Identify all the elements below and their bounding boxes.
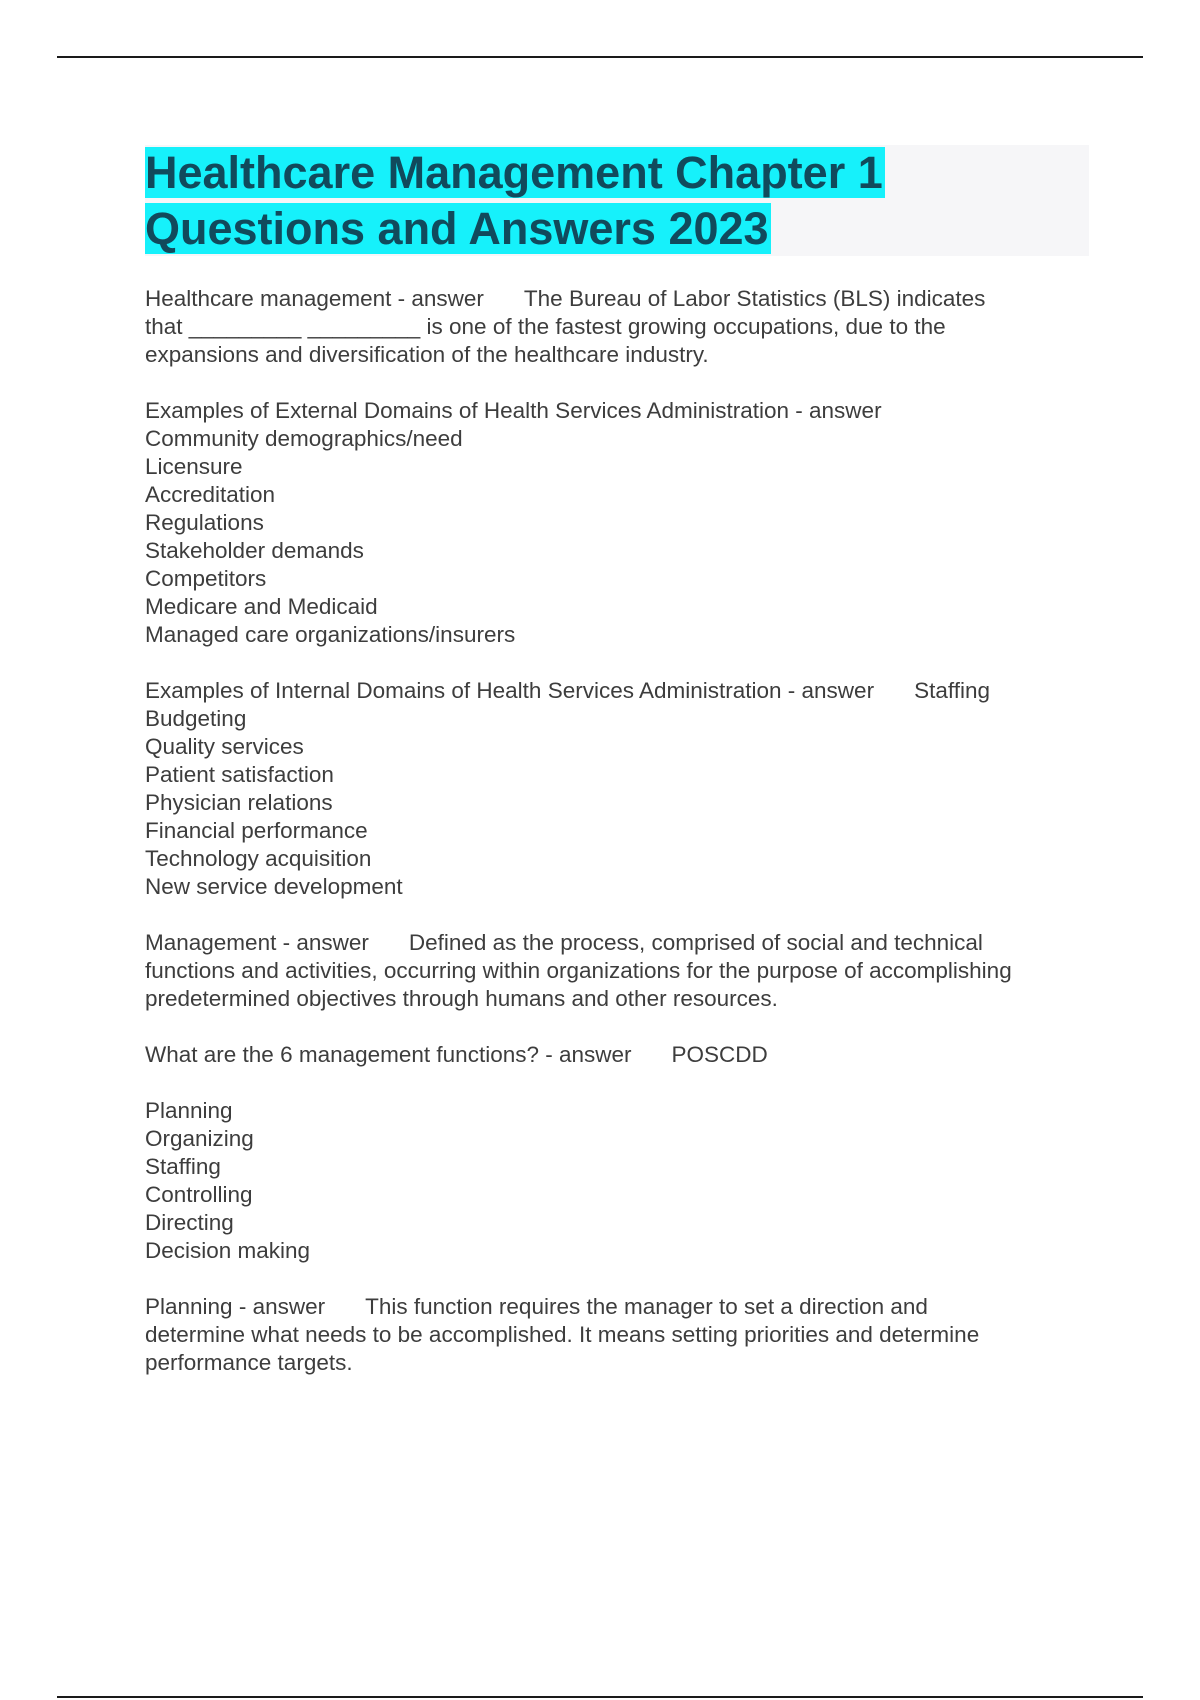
entry-line: Physician relations <box>145 790 333 815</box>
entry-first-line <box>145 677 1095 705</box>
header-rule <box>57 56 1143 58</box>
qa-entry <box>145 1293 1095 1377</box>
entry-line: performance targets. <box>145 1350 353 1375</box>
qa-entry-list <box>145 1097 1095 1265</box>
qa-entry <box>145 1041 1095 1069</box>
entry-term: What are the 6 management functions? - answer <box>145 1042 632 1067</box>
entry-line: Budgeting <box>145 706 247 731</box>
entry-line: Managed care organizations/insurers <box>145 622 516 647</box>
footer-rule <box>57 1696 1143 1698</box>
document-title <box>145 145 1089 257</box>
entry-line: predetermined objectives through humans and other resources. <box>145 986 778 1011</box>
entry-term: Healthcare management - answer <box>145 286 484 311</box>
entry-first-line <box>145 397 1095 425</box>
title-block <box>145 145 1089 256</box>
entry-term: Management - answer <box>145 930 369 955</box>
entry-line: Decision making <box>145 1238 311 1263</box>
entry-term: Examples of External Domains of Health Services Administration - answer <box>145 398 882 423</box>
entry-line: determine what needs to be accomplished. It means setting priorities and determine <box>145 1322 980 1347</box>
entry-line: Directing <box>145 1210 234 1235</box>
entry-line: Planning <box>145 1098 233 1123</box>
qa-entry <box>145 677 1095 901</box>
entry-answer: The Bureau of Labor Statistics (BLS) indicates <box>523 286 986 311</box>
entry-line: Organizing <box>145 1126 254 1151</box>
entry-line: Quality services <box>145 734 304 759</box>
entry-answer: This function requires the manager to set a direction and <box>365 1294 928 1319</box>
entry-line: Medicare and Medicaid <box>145 594 378 619</box>
entry-first-line <box>145 285 1095 313</box>
entry-answer: POSCDD <box>671 1042 768 1067</box>
entry-line: that _________ _________ is one of the fastest growing occupations, due to the <box>145 314 946 339</box>
entry-line: functions and activities, occurring within organizations for the purpose of accomplishing <box>145 958 1012 983</box>
title-line-1: Healthcare Management Chapter 1 <box>145 147 883 198</box>
entry-line: Financial performance <box>145 818 368 843</box>
entry-line: Patient satisfaction <box>145 762 334 787</box>
entry-line: Staffing <box>145 1154 221 1179</box>
qa-entry <box>145 397 1095 649</box>
entry-term: Planning - answer <box>145 1294 326 1319</box>
entry-line: Licensure <box>145 454 243 479</box>
title-line-2: Questions and Answers 2023 <box>145 203 769 254</box>
entry-answer: Staffing <box>914 678 990 703</box>
entry-line: Community demographics/need <box>145 426 463 451</box>
entry-line: Stakeholder demands <box>145 538 364 563</box>
entry-first-line <box>145 1293 1095 1321</box>
entry-answer: Defined as the process, comprised of social and technical <box>408 930 983 955</box>
entry-line: New service development <box>145 874 403 899</box>
entry-line: Technology acquisition <box>145 846 372 871</box>
entry-term: Examples of Internal Domains of Health Services Administration - answer <box>145 678 875 703</box>
entry-line: Competitors <box>145 566 267 591</box>
entry-line: Controlling <box>145 1182 253 1207</box>
entry-line: Regulations <box>145 510 264 535</box>
qa-entry <box>145 285 1095 369</box>
qa-entry <box>145 929 1095 1013</box>
qa-content <box>145 285 1095 1405</box>
entry-first-line <box>145 929 1095 957</box>
entry-line: Accreditation <box>145 482 276 507</box>
entry-line: expansions and diversification of the healthcare industry. <box>145 342 709 367</box>
entry-first-line <box>145 1041 1095 1069</box>
